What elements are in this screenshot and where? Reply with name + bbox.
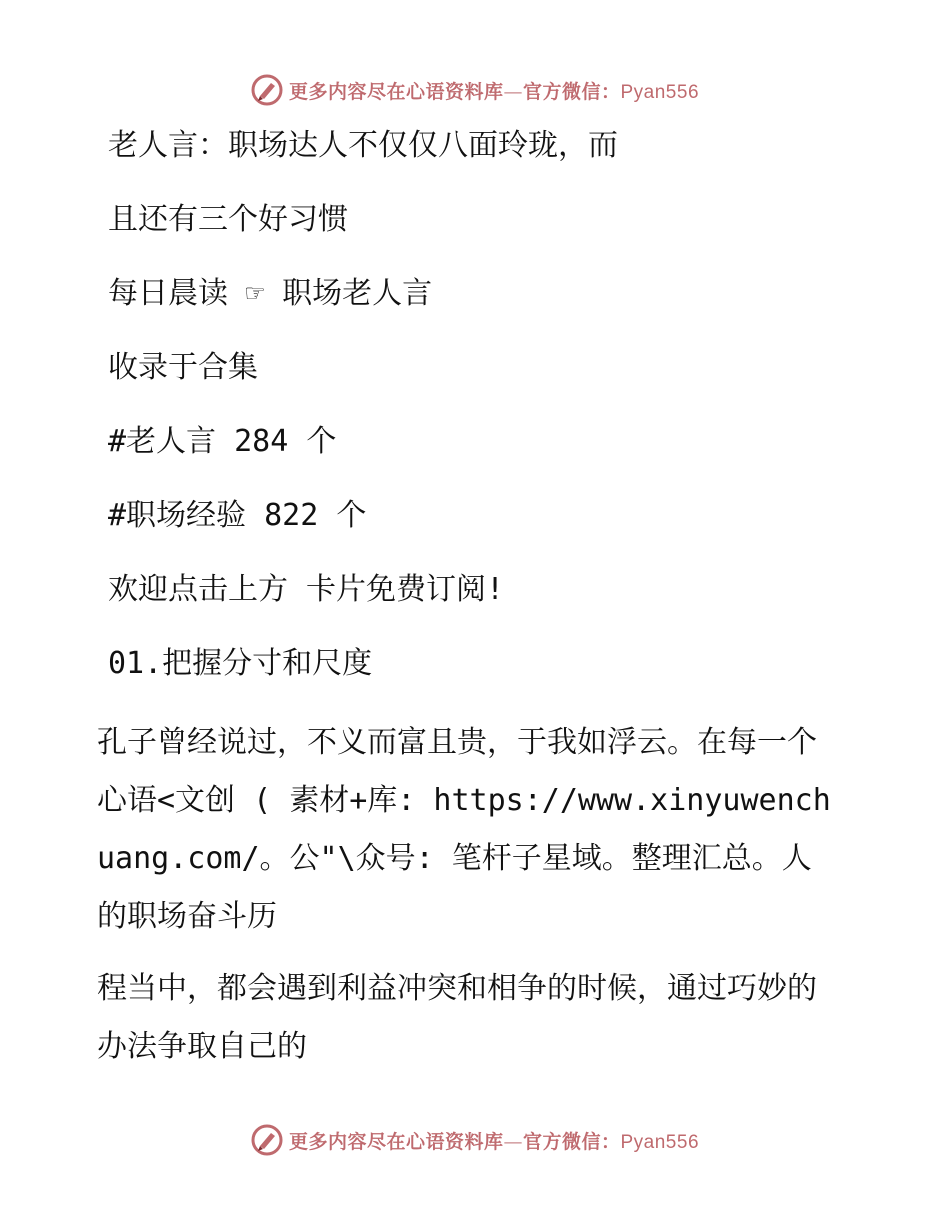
watermark-text [289,1127,699,1154]
watermark-separator: — [503,80,523,103]
subscribe-prompt: 欢迎点击上方 卡片免费订阅! [108,572,505,607]
document-body [0,122,950,1090]
watermark-text [289,77,699,104]
watermark-brand: 更多内容尽在心语资料库 [288,1130,504,1153]
collection-line: 收录于合集 [108,350,258,385]
paragraph-1: 孔子曾经说过，不义而富且贵，于我如浮云。在每一个心语<文创 ( 素材+库: https://www.xinyuwenchuang.com/。公"\众号: 笔杆子星域。整理汇总。人的职场奋斗历 [97,725,831,934]
watermark-wechat-id: Pyan556 [620,81,700,103]
title-line-2: 且还有三个好习惯 [108,202,348,237]
watermark-footer [0,1120,950,1160]
morning-read-line: 每日晨读 ☞ 职场老人言 [108,276,433,311]
tag-career-experience: #职场经验 822 个 [108,498,367,533]
brand-logo-icon [251,74,283,106]
watermark-brand: 更多内容尽在心语资料库 [288,80,504,103]
title-line-1: 老人言：职场达人不仅仅八面玲珑，而 [108,128,618,163]
watermark-wechat-label: 官方微信： [522,80,621,103]
watermark-wechat-id: Pyan556 [620,1131,700,1153]
watermark-separator: — [503,1130,523,1153]
brand-logo-icon [251,1124,283,1156]
section-heading: 01.把握分寸和尺度 [108,646,373,681]
watermark-header [0,70,950,110]
paragraph-2: 程当中，都会遇到利益冲突和相争的时候，通过巧妙的办法争取自己的 [97,971,817,1064]
watermark-wechat-label: 官方微信： [522,1130,621,1153]
tag-laorenyan: #老人言 284 个 [108,424,337,459]
